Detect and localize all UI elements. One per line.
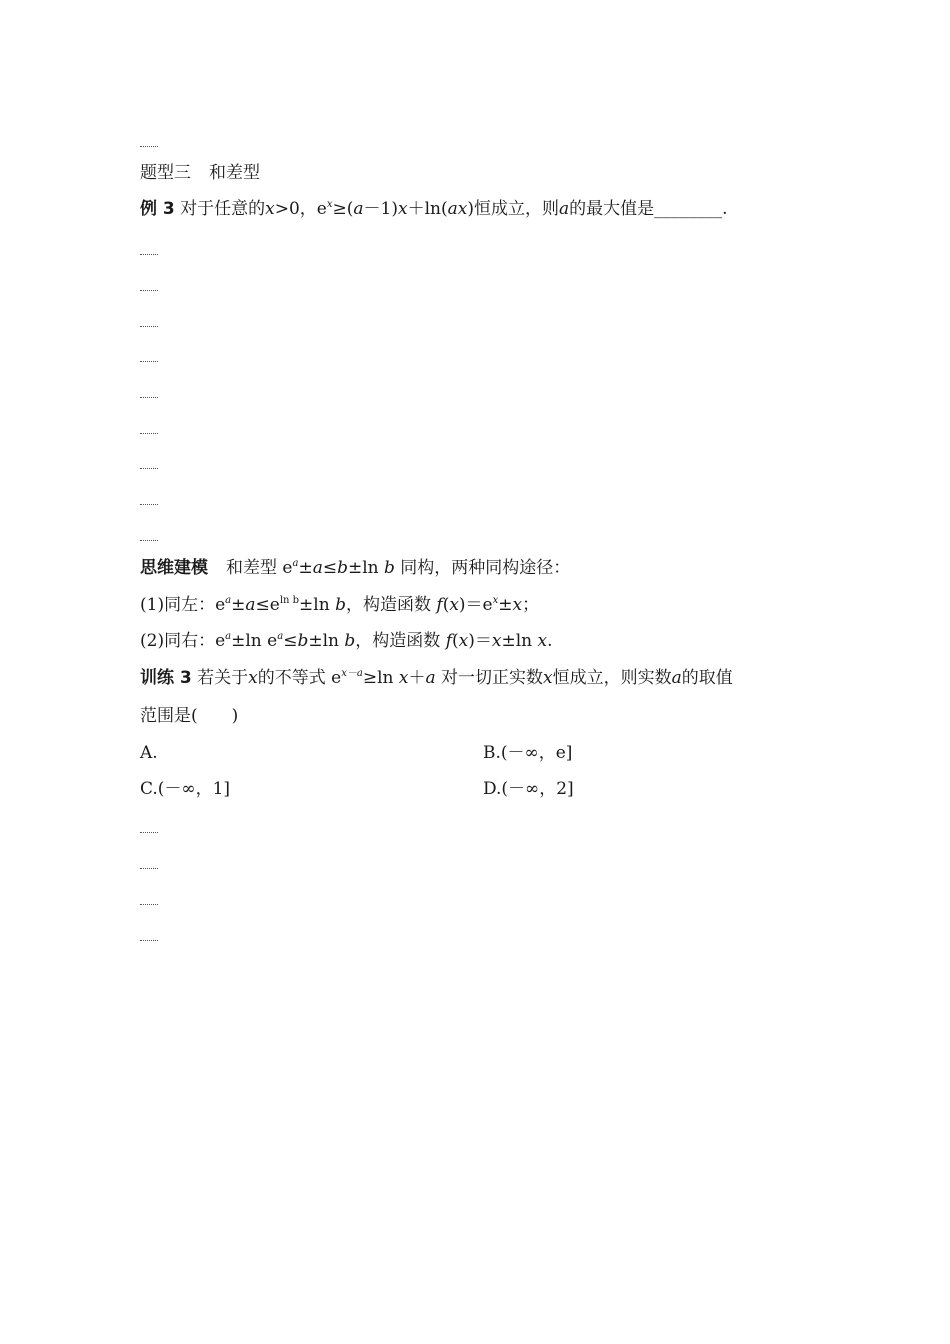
- exercise-label: 训练 3: [140, 668, 192, 688]
- example-3-question: 例 3 对于任意的x>0，$e^x\ge(a-1)x+\ln(ax)$恒成立，则a的最大值是________.: [140, 199, 728, 219]
- answer-space-line: [140, 146, 158, 147]
- modeling-method-right: (2)同右：$e^a\pm\ln$ $e^a\le b\pm\ln$ b，构造函数 f(x)＝x±ln x.: [140, 631, 553, 651]
- answer-space-line: [140, 504, 158, 505]
- exercise-3-question-cont: 范围是( ): [140, 706, 239, 726]
- exercise-3-question: 训练 3 若关于x的不等式 $e^{x-a}\ge\ln$ x＋a 对一切正实数x恒成立，则实数a的取值: [140, 668, 733, 688]
- section-number: 题型三: [140, 163, 191, 183]
- option-b: B.(－∞，e]: [483, 743, 573, 763]
- answer-space-line: [140, 326, 158, 327]
- answer-space-line: [140, 254, 158, 255]
- answer-space-line: [140, 433, 158, 434]
- answer-space-line: [140, 832, 158, 833]
- modeling-summary: 思维建模 和差型 $e^a\pm a\le b\pm\ln$ b 同构，两种同构途径：: [140, 558, 571, 578]
- answer-space-line: [140, 361, 158, 362]
- modeling-method-left: (1)同左：$e^a\pm a\le e^{ln b}\pm\ln$ b，构造函数 $f(x)=e^x\pm x$；: [140, 595, 540, 615]
- answer-space-line: [140, 868, 158, 869]
- answer-space-line: [140, 904, 158, 905]
- section-heading: [140, 162, 260, 184]
- option-d: D.(－∞，2]: [483, 779, 574, 799]
- modeling-label: 思维建模: [140, 558, 208, 578]
- option-c: C.(－∞，1]: [140, 779, 231, 799]
- answer-space-line: [140, 397, 158, 398]
- section-title: 和差型: [209, 163, 260, 183]
- answer-space-line: [140, 540, 158, 541]
- example-label: 例 3: [140, 199, 175, 219]
- answer-space-line: [140, 940, 158, 941]
- answer-space-line: [140, 290, 158, 291]
- option-a: A.: [140, 743, 158, 763]
- answer-space-line: [140, 468, 158, 469]
